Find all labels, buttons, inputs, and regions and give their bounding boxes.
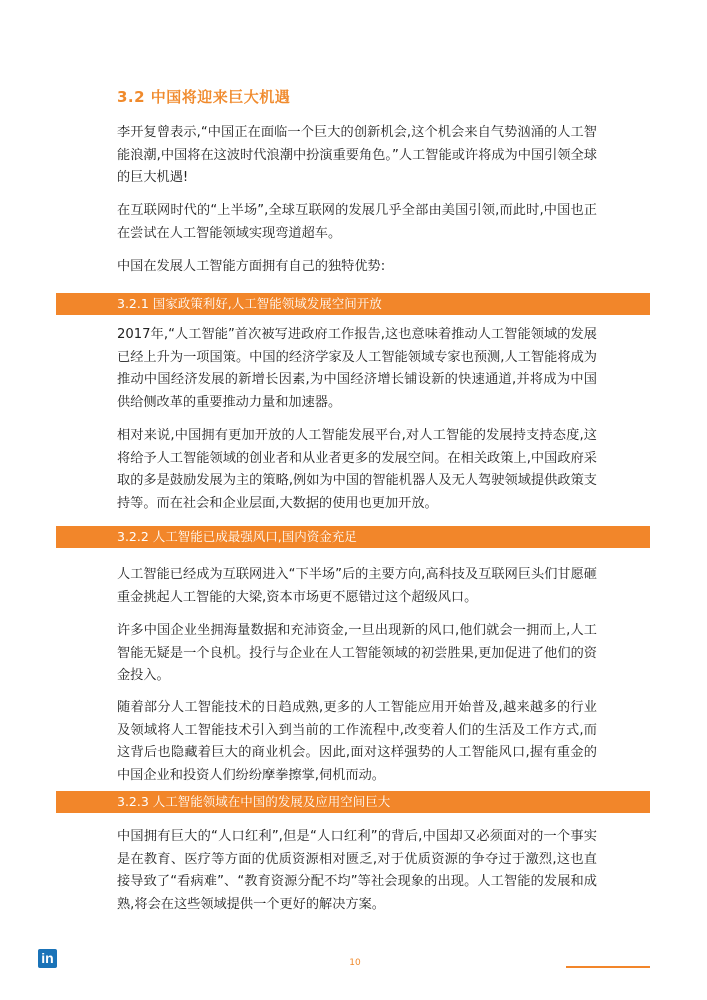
- subsection-heading-2: 3.2.2 人工智能已成最强风口,国内资金充足: [117, 529, 357, 544]
- sub1-paragraph-2: 相对来说,中国拥有更加开放的人工智能发展平台,对人工智能的发展持支持态度,这将给予人工智能领域的创业者和从业者更多的发展空间。在相关政策上,中国政府采取的多是鼓励发展为主的策略,例如为中国的智能机器人及无人驾驶领域提供政策支持等。而在社会和企业层面,大数据的使用也更加开放。: [117, 428, 597, 511]
- intro-paragraph-2: 在互联网时代的“上半场”,全球互联网的发展几乎全部由美国引领,而此时,中国也正在尝试在人工智能领域实现弯道超车。: [117, 203, 597, 241]
- subsection-heading-bar-1: [56, 293, 650, 315]
- intro-paragraph-1: 李开复曾表示,“中国正在面临一个巨大的创新机会,这个机会来自气势汹涌的人工智能浪潮,中国将在这波时代浪潮中扮演重要角色。”人工智能或许将成为中国引领全球的巨大机遇!: [117, 125, 597, 185]
- sub2-paragraph-2: 许多中国企业坐拥海量数据和充沛资金,一旦出现新的风口,他们就会一拥而上,人工智能无疑是一个良机。投行与企业在人工智能领域的初尝胜果,更加促进了他们的资金投入。: [117, 623, 597, 683]
- linkedin-logo-icon: in: [38, 949, 57, 968]
- subsection-heading-1: 3.2.1 国家政策利好,人工智能领域发展空间开放: [117, 296, 382, 311]
- page-number: 10: [349, 958, 361, 968]
- sub2-paragraph-3: 随着部分人工智能技术的日趋成熟,更多的人工智能应用开始普及,越来越多的行业及领域将人工智能技术引入到当前的工作流程中,改变着人们的生活及工作方式,而这背后也隐藏着巨大的商业机会。因此,面对这样强势的人工智能风口,握有重金的中国企业和投资人们纷纷摩拳擦掌,伺机而动。: [117, 700, 597, 783]
- intro-paragraph-3: 中国在发展人工智能方面拥有自己的独特优势:: [117, 259, 386, 274]
- sub3-paragraph-1: 中国拥有巨大的“人口红利”,但是“人口红利”的背后,中国却又必须面对的一个事实是在教育、医疗等方面的优质资源相对匮乏,对于优质资源的争夺过于激烈,这也直接导致了“看病难”、“教育资源分配不均”等社会现象的出现。人工智能的发展和成熟,将会在这些领域提供一个更好的解决方案。: [117, 829, 597, 912]
- subsection-heading-3: 3.2.3 人工智能领域在中国的发展及应用空间巨大: [117, 794, 391, 809]
- section-title: 3.2 中国将迎来巨大机遇: [117, 88, 291, 106]
- subsection-heading-bar-3: [56, 791, 650, 813]
- subsection-heading-bar-2: [56, 526, 650, 548]
- sub1-paragraph-1: 2017年,“人工智能”首次被写进政府工作报告,这也意味着推动人工智能领域的发展已经上升为一项国策。中国的经济学家及人工智能领域专家也预测,人工智能将成为推动中国经济发展的新增长因素,为中国经济增长铺设新的快速通道,并将成为中国供给侧改革的重要推动力量和加速器。: [117, 327, 597, 410]
- sub2-paragraph-1: 人工智能已经成为互联网进入“下半场”后的主要方向,高科技及互联网巨头们甘愿砸重金挑起人工智能的大梁,资本市场更不愿错过这个超级风口。: [117, 567, 597, 605]
- footer-accent-line: [566, 966, 650, 968]
